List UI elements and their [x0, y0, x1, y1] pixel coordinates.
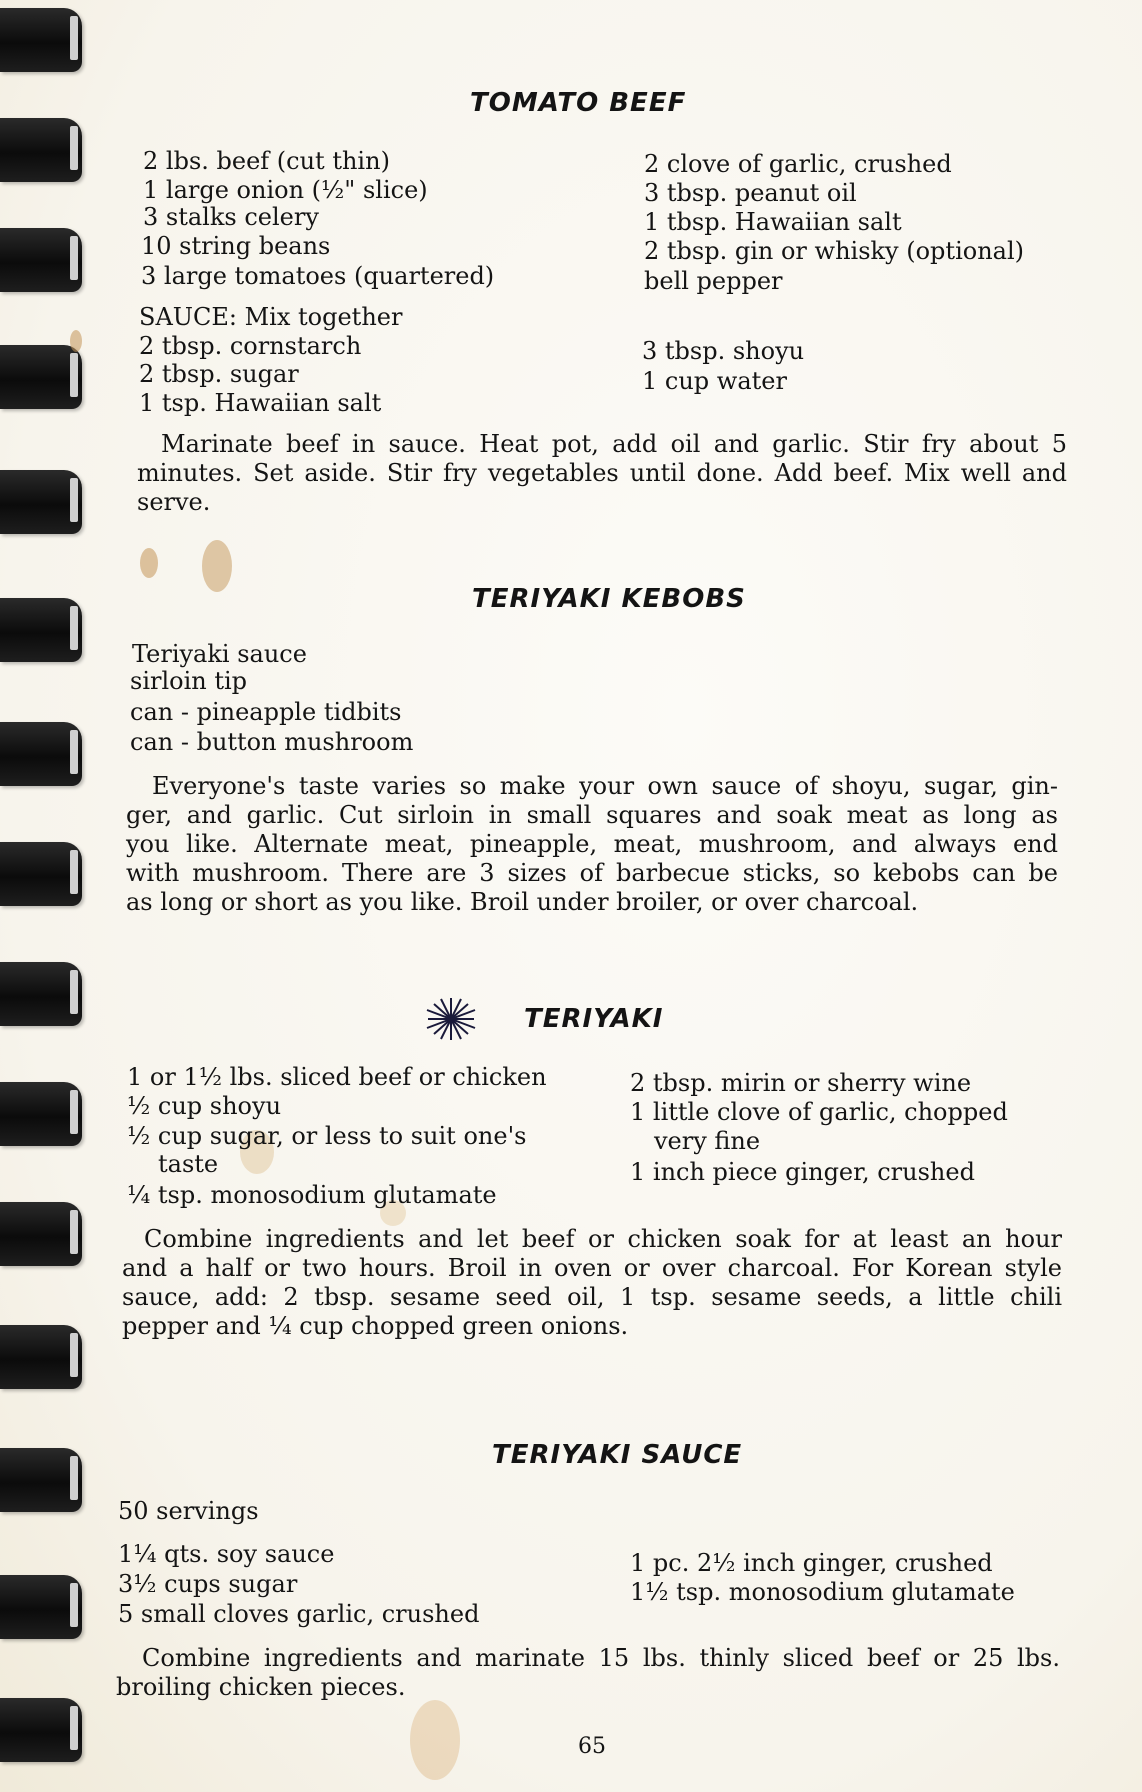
- ingredient: 2 tbsp. cornstarch: [139, 332, 362, 360]
- direction-line: broiling chicken pieces.: [116, 1673, 406, 1701]
- ingredient: 1 inch piece ginger, crushed: [630, 1158, 975, 1186]
- binding-ring: [0, 470, 82, 534]
- ingredient: 1 or 1½ lbs. sliced beef or chicken: [127, 1063, 547, 1091]
- binding-ring: [0, 1325, 82, 1389]
- spiral-binding: [0, 0, 96, 1792]
- binding-ring: [0, 1448, 82, 1512]
- ingredient: 2 tbsp. mirin or sherry wine: [630, 1069, 972, 1097]
- ingredient: 3½ cups sugar: [118, 1570, 298, 1598]
- ingredient: 5 small cloves garlic, crushed: [118, 1600, 480, 1628]
- recipe-title-tomato-beef: TOMATO BEEF: [470, 88, 687, 118]
- binding-ring: [0, 228, 82, 292]
- direction-line: with mushroom. There are 3 sizes of barbecue sticks, so kebobs can be: [126, 859, 1058, 887]
- starburst-icon: [424, 996, 478, 1042]
- ingredient: can - pineapple tidbits: [130, 698, 402, 726]
- grease-stain: [140, 548, 158, 578]
- grease-stain: [202, 540, 232, 592]
- binding-ring: [0, 1202, 82, 1266]
- direction-line: serve.: [137, 488, 211, 516]
- ingredient: 1 pc. 2½ inch ginger, crushed: [630, 1549, 993, 1577]
- direction-line: minutes. Set aside. Stir fry vegetables until done. Add beef. Mix well and: [137, 459, 1067, 487]
- ingredient: can - button mushroom: [130, 728, 414, 756]
- ingredient: 1 large onion (½" slice): [143, 176, 428, 204]
- binding-ring: [0, 118, 82, 182]
- recipe-directions: [126, 772, 1058, 917]
- recipe-directions: [116, 1644, 1060, 1702]
- binding-ring: [0, 1575, 82, 1639]
- binding-ring: [0, 722, 82, 786]
- direction-line: you like. Alternate meat, pineapple, meat, mushroom, and always end: [126, 830, 1058, 858]
- direction-line: Combine ingredients and marinate 15 lbs. thinly sliced beef or 25 lbs.: [142, 1644, 1060, 1672]
- ingredient: 3 stalks celery: [143, 203, 319, 231]
- direction-line: as long or short as you like. Broil under broiler, or over charcoal.: [126, 888, 919, 916]
- ingredient: very fine: [654, 1127, 761, 1155]
- ingredient: ½ cup shoyu: [127, 1092, 282, 1120]
- grease-stain: [70, 330, 82, 352]
- ingredient: bell pepper: [644, 267, 783, 295]
- binding-ring: [0, 598, 82, 662]
- sauce-heading: SAUCE: Mix together: [139, 303, 403, 331]
- binding-ring: [0, 1082, 82, 1146]
- ingredient: Teriyaki sauce: [132, 640, 307, 668]
- servings: 50 servings: [118, 1497, 259, 1525]
- ingredient: 2 clove of garlic, crushed: [644, 150, 952, 178]
- direction-line: Marinate beef in sauce. Heat pot, add oil and garlic. Stir fry about 5: [161, 430, 1067, 458]
- binding-ring: [0, 962, 82, 1026]
- direction-line: ger, and garlic. Cut sirloin in small squares and soak meat as long as: [126, 801, 1058, 829]
- ingredient: ¼ tsp. monosodium glutamate: [127, 1181, 497, 1209]
- ingredient: 3 tbsp. peanut oil: [644, 179, 857, 207]
- ingredient: 1 cup water: [642, 367, 787, 395]
- grease-stain: [410, 1700, 460, 1780]
- ingredient: 3 large tomatoes (quartered): [141, 262, 495, 290]
- ingredient: 1½ tsp. monosodium glutamate: [630, 1578, 1015, 1606]
- page-number: 65: [578, 1734, 606, 1759]
- ingredient: 1 little clove of garlic, chopped: [630, 1098, 1008, 1126]
- ingredient: 1¼ qts. soy sauce: [118, 1540, 335, 1568]
- recipe-title-teriyaki-kebobs: TERIYAKI KEBOBS: [472, 584, 746, 614]
- recipe-title-teriyaki-sauce: TERIYAKI SAUCE: [492, 1440, 743, 1470]
- recipe-title-teriyaki: TERIYAKI: [524, 1004, 664, 1034]
- ingredient: 3 tbsp. shoyu: [642, 337, 805, 365]
- ingredient: sirloin tip: [130, 667, 248, 695]
- recipe-directions: [122, 1225, 1062, 1341]
- ingredient: 1 tsp. Hawaiian salt: [139, 389, 382, 417]
- ingredient: ½ cup sugar, or less to suit one's: [127, 1122, 527, 1150]
- direction-line: Everyone's taste varies so make your own sauce of shoyu, sugar, gin-: [152, 772, 1058, 800]
- direction-line: pepper and ¼ cup chopped green onions.: [122, 1312, 629, 1340]
- ingredient: 10 string beans: [141, 232, 331, 260]
- binding-ring: [0, 1698, 82, 1762]
- ingredient: 2 tbsp. gin or whisky (optional): [644, 237, 1024, 265]
- recipe-directions: [137, 430, 1067, 517]
- binding-ring: [0, 345, 82, 409]
- binding-ring: [0, 842, 82, 906]
- direction-line: and a half or two hours. Broil in oven or over charcoal. For Korean style: [122, 1254, 1062, 1282]
- ingredient: 2 tbsp. sugar: [139, 360, 299, 388]
- ingredient: 1 tbsp. Hawaiian salt: [644, 208, 902, 236]
- binding-ring: [0, 8, 82, 72]
- ingredient: 2 lbs. beef (cut thin): [143, 147, 390, 175]
- direction-line: Combine ingredients and let beef or chicken soak for at least an hour: [144, 1225, 1062, 1253]
- direction-line: sauce, add: 2 tbsp. sesame seed oil, 1 tsp. sesame seeds, a little chili: [122, 1283, 1062, 1311]
- ingredient: taste: [158, 1150, 219, 1178]
